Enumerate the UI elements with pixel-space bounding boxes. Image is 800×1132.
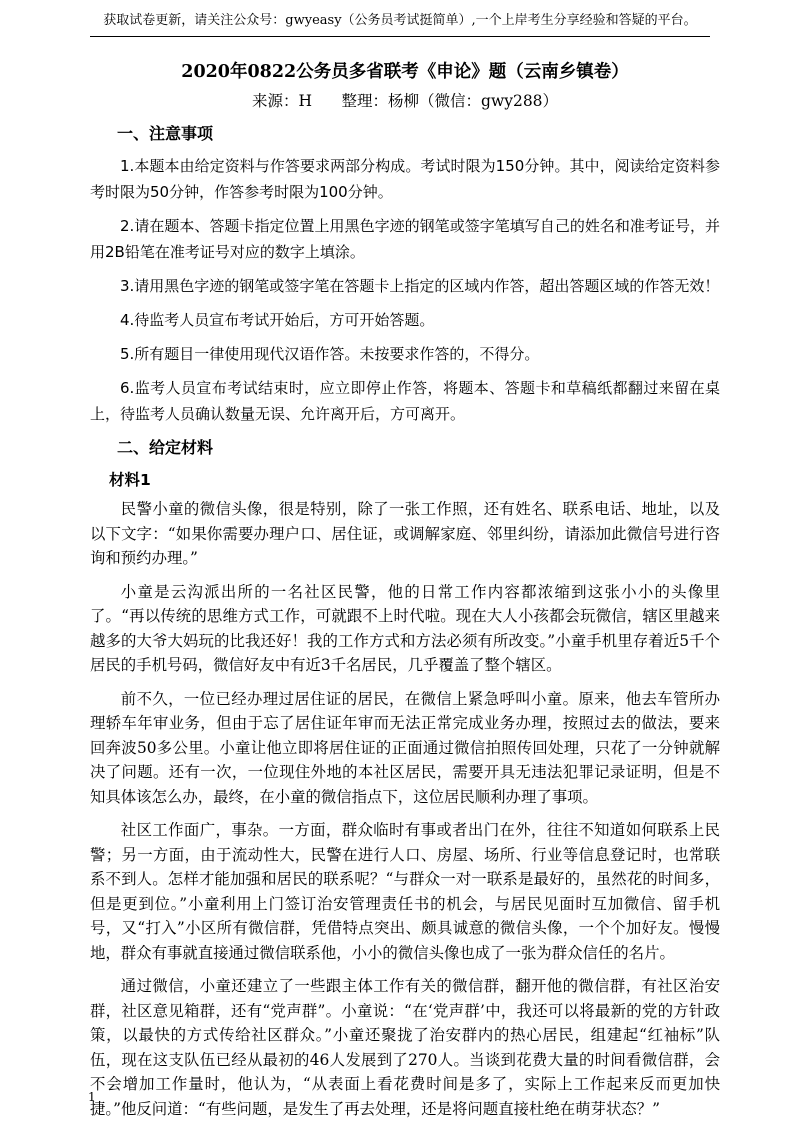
page-title: 2020年0822公务员多省联考《申论》题（云南乡镇卷） <box>181 62 629 82</box>
document-body <box>90 60 720 1130</box>
header-divider <box>90 36 710 37</box>
material-paragraph: 前不久，一位已经办理过居住证的居民，在微信上紧急呼叫小童。原来，他去车管所办理轿车年审业务，但由于忘了居住证年审而无法正常完成业务办理，按照过去的做法，要来回奔波50多公里。小童让他立即将居住证的正面通过微信拍照传回处理，只花了一分钟就解决了问题。还有一次，一位现住外地的本社区居民，需要开具无违法犯罪记录证明，但是不知具体该怎么办，最终，在小童的微信指点下，这位居民顺利办理了事项。 <box>90 689 720 806</box>
section-heading-notice: 一、注意事项 <box>117 124 214 143</box>
section-heading-material: 二、给定材料 <box>117 438 214 457</box>
material-paragraph: 民警小童的微信头像，很是特别，除了一张工作照，还有姓名、联系电话、地址，以及以下文字：“如果你需要办理户口、居住证，或调解家庭、邻里纠纷，请添加此微信号进行咨询和预约办理。” <box>90 500 720 567</box>
page-number: 1 <box>88 1090 96 1104</box>
notice-item: 3.请用黑色字迹的钢笔或签字笔在答题卡上指定的区域内作答，超出答题区域的作答无效！ <box>120 277 720 295</box>
header-note: 获取试卷更新，请关注公众号：gwyeasy（公务员考试挺简单）,一个上岸考生分享经验和答疑的平台。 <box>103 13 697 28</box>
notice-item: 1.本题本由给定资料与作答要求两部分构成。考试时限为150分钟。其中，阅读给定资料参考时限为50分钟，作答参考时限为100分钟。 <box>90 157 720 201</box>
material-paragraph: 通过微信，小童还建立了一些跟主体工作有关的微信群，翻开他的微信群，有社区治安群，社区意见箱群，还有“党声群”。小童说：“在‘党声群’中，我还可以将最新的党的方针政策，以最快的方式传给社区群众。”小童还聚拢了治安群内的热心居民，组建起“红袖标”队伍，现在这支队伍已经从最初的46人发展到了270人。当谈到花费大量的时间看微信群，会不会增加工作量时，他认为，“从表面上看花费时间是多了，实际上工作起来反而更加快捷。”他反问道：“有些问题，是发生了再去处理，还是将问题直接杜绝在萌芽状态？” <box>90 977 720 1118</box>
notice-item: 6.监考人员宣布考试结束时，应立即停止作答，将题本、答题卡和草稿纸都翻过来留在桌上，待监考人员确认数量无误、允许离开后，方可离开。 <box>90 379 720 423</box>
material-paragraph: 小童是云沟派出所的一名社区民警，他的日常工作内容都浓缩到这张小小的头像里了。“再以传统的思维方式工作，可就跟不上时代啦。现在大人小孩都会玩微信，辖区里越来越多的大爷大妈玩的比我还好！我的工作方式和方法必须有所改变。”小童手机里存着近5千个居民的手机号码，微信好友中有近3千名居民，几乎覆盖了整个辖区。 <box>90 582 720 674</box>
notice-item: 5.所有题目一律使用现代汉语作答。未按要求作答的，不得分。 <box>120 345 540 363</box>
material-title: 材料1 <box>109 471 151 489</box>
notice-item: 4.待监考人员宣布考试开始后，方可开始答题。 <box>120 311 435 329</box>
material-paragraph: 社区工作面广，事杂。一方面，群众临时有事或者出门在外，往往不知道如何联系上民警；另一方面，由于流动性大，民警在进行人口、房屋、场所、行业等信息登记时，也常联系不到人。怎样才能加强和居民的联系呢？“与群众一对一联系是最好的，虽然花的时间多，但是更到位。”小童利用上门签订治安管理责任书的机会，与居民见面时互加微信、留手机号，又“打入”小区所有微信群，凭借特点突出、颇具诚意的微信头像，一个个加好友。慢慢地，群众有事就直接通过微信联系他，小小的微信头像也成了一张为群众信任的名片。 <box>90 821 720 962</box>
notice-item: 2.请在题本、答题卡指定位置上用黑色字迹的钢笔或签字笔填写自己的姓名和准考证号，并用2B铅笔在准考证号对应的数字上填涂。 <box>90 217 720 261</box>
source-line: 来源：H 整理：杨柳（微信：gwy288） <box>251 92 559 110</box>
